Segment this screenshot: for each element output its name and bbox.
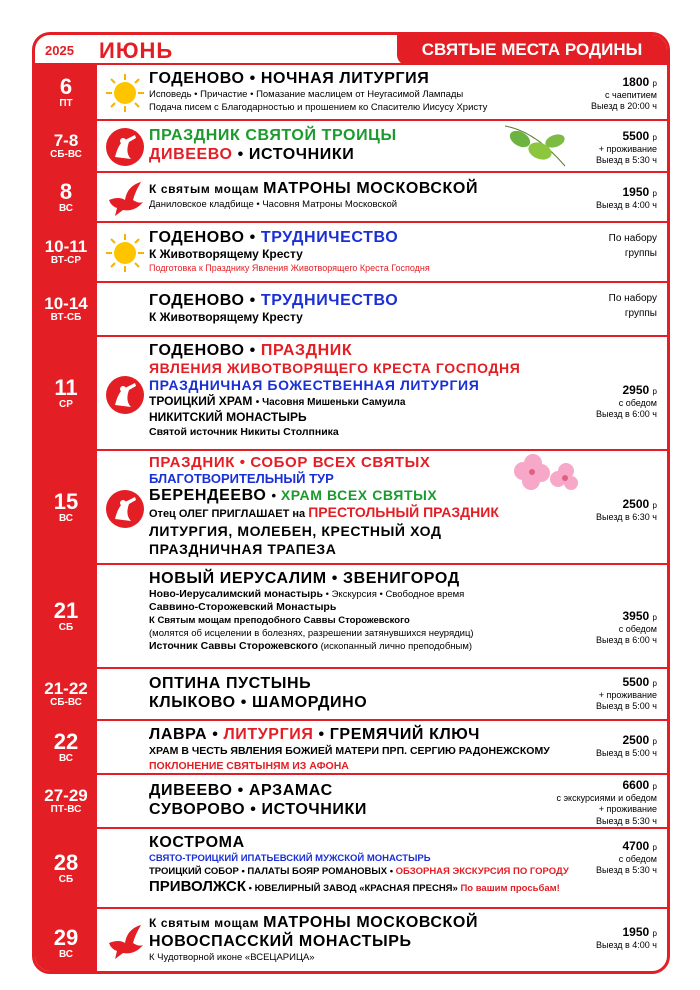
trip-row: 11 СР ГОДЕНОВО • ПРАЗДНИК ЯВЛЕНИЯ ЖИВОТВОРЯЩЕГО КРЕСТА ГОСПОДНЯ ПРАЗДНИЧНАЯ БОЖЕСТВЕННАЯ ЛИТУРГИЯ ТРОИЦКИЙ ХРАМ • Часовня Мишеньки Самуила НИКИТСКИЙ МОНАСТЫРЬ Святой источник Никиты Столпника 2950 р с обедом Выезд в 6:00 ч <box>35 337 667 451</box>
trip-subtitle: СУВОРОВО • ИСТОЧНИКИ <box>149 801 367 818</box>
date-cell: 27-29 ПТ-ВС <box>35 775 97 827</box>
price: 5500 <box>622 675 650 689</box>
trip-row <box>35 65 667 121</box>
price: 3950 <box>622 609 650 623</box>
day: 6 <box>59 73 73 99</box>
sun-icon <box>105 233 145 273</box>
price: 6600 <box>622 778 650 792</box>
date-cell: 22 ВС <box>35 721 97 773</box>
trip-title: ГОДЕНОВО • ТРУДНИЧЕСТВО <box>149 229 399 246</box>
trip-detail: Подача писем с Благодарностью и прошением ко Спасителю Иисусу Христу <box>149 102 488 113</box>
trip-row: 22 ВС ЛАВРА • ЛИТУРГИЯ • ГРЕМЯЧИЙ КЛЮЧ ХРАМ В ЧЕСТЬ ЯВЛЕНИЯ БОЖИЕЙ МАТЕРИ ПРП. СЕРГИЮ РАДОНЕЖСКОМУ ПОКЛОНЕНИЕ СВЯТЫНЯМ ИЗ АФОНА 2500 р Выезд в 5:00 ч <box>35 721 667 775</box>
angel-trumpet-icon <box>105 489 145 529</box>
date-cell: 7-8 СБ-ВС <box>35 121 97 171</box>
trip-subtitle: К Животворящему Кресту <box>149 310 303 324</box>
price-block: 4700 р с обедом Выезд в 5:30 ч <box>596 839 657 876</box>
date-cell: 10-11 ВТ-СР <box>35 223 97 281</box>
price: 5500 <box>622 129 650 143</box>
price: 2500 <box>622 497 650 511</box>
price-block: 6600 р с экскурсиями и обедом + проживание Выезд в 5:30 ч <box>556 778 657 826</box>
trip-subtitle: ДИВЕЕВО • ИСТОЧНИКИ <box>149 146 355 163</box>
date-cell: 15 ВС <box>35 451 97 563</box>
date-cell: 11 СР <box>35 337 97 449</box>
price-block: 5500 р + проживание Выезд в 5:30 ч <box>596 129 657 166</box>
trip-subtitle: К Животворящему Кресту <box>149 247 303 261</box>
price-block: 2950 р с обедом Выезд в 6:00 ч <box>596 383 657 420</box>
price-block: 1950 р Выезд в 4:00 ч <box>596 185 657 210</box>
trip-title: ГОДЕНОВО • ТРУДНИЧЕСТВО <box>149 292 399 309</box>
angel-trumpet-icon <box>105 127 145 167</box>
trip-detail: К Чудотворной иконе «ВСЕЦАРИЦА» <box>149 952 315 963</box>
angel-trumpet-icon <box>105 375 145 415</box>
trip-row <box>35 775 667 829</box>
trip-title: ГОДЕНОВО • НОЧНАЯ ЛИТУРГИЯ <box>149 70 430 87</box>
schedule-frame <box>32 32 670 974</box>
trip-note: Подготовка к Празднику Явления Животворящего Креста Господня <box>149 263 430 273</box>
date-cell: 10-14 ВТ-СБ <box>35 283 97 335</box>
trip-title: ОПТИНА ПУСТЫНЬ <box>149 675 312 692</box>
trip-row <box>35 909 667 974</box>
price-block: 2500 р Выезд в 5:00 ч <box>596 733 657 758</box>
date-cell: 21 СБ <box>35 565 97 667</box>
price: 1800 <box>622 75 650 89</box>
trip-row <box>35 669 667 721</box>
price-block: По набору группы <box>608 233 657 259</box>
trip-title: ПРАЗДНИК СВЯТОЙ ТРОИЦЫ <box>149 127 397 144</box>
price: 1950 <box>622 185 650 199</box>
price-block: 1950 р Выезд в 4:00 ч <box>596 925 657 950</box>
trip-row: 15 ВС ПРАЗДНИК • СОБОР ВСЕХ СВЯТЫХ БЛАГОТВОРИТЕЛЬНЫЙ ТУР БЕРЕНДЕЕВО • ХРАМ ВСЕХ СВЯТЫХ Отец ОЛЕГ ПРИГЛАШАЕТ на ПРЕСТОЛЬНЫЙ ПРАЗДНИК ЛИТУРГИЯ, МОЛЕБЕН, КРЕСТНЫЙ ХОД ПРАЗДНИЧНАЯ ТРАПЕЗА 2500 р Выезд в 6:30 ч <box>35 451 667 565</box>
price: 2500 <box>622 733 650 747</box>
trip-subtitle: НОВОСПАССКИЙ МОНАСТЫРЬ <box>149 933 412 950</box>
trip-detail: Исповедь • Причастие • Помазание маслицем от Неугасимой Лампады <box>149 89 464 100</box>
trip-row <box>35 173 667 223</box>
header <box>35 35 667 65</box>
date-cell: 29 ВС <box>35 909 97 974</box>
trip-title: ПРАЗДНИК • СОБОР ВСЕХ СВЯТЫХ <box>149 454 431 471</box>
trip-title: КОСТРОМА <box>149 834 245 851</box>
trip-detail: Даниловское кладбище • Часовня Матроны Московской <box>149 199 398 210</box>
price-block: 1800 р с чаепитием Выезд в 20:00 ч <box>591 75 657 112</box>
weekday: ПТ <box>59 98 73 110</box>
price: 2950 <box>622 383 650 397</box>
dove-icon <box>105 178 145 218</box>
price-block: 5500 р + проживание Выезд в 5:00 ч <box>596 675 657 712</box>
trip-row: 28 СБ КОСТРОМА СВЯТО-ТРОИЦКИЙ ИПАТЬЕВСКИЙ МУЖСКОЙ МОНАСТЫРЬ ТРОИЦКИЙ СОБОР • ПАЛАТЫ БОЯР РОМАНОВЫХ • ОБЗОРНАЯ ЭКСКУРСИЯ ПО ГОРОДУ ПРИВОЛЖСК • ЮВЕЛИРНЫЙ ЗАВОД «КРАСНАЯ ПРЕСНЯ» По вашим просьбам! 4700 р с обедом Выезд в 5:30 ч <box>35 829 667 909</box>
trip-title: ДИВЕЕВО • АРЗАМАС <box>149 782 333 799</box>
trip-title: К святым мощам МАТРОНЫ МОСКОВСКОЙ <box>149 914 479 931</box>
dove-icon <box>105 921 145 961</box>
trip-title: ЛАВРА • ЛИТУРГИЯ • ГРЕМЯЧИЙ КЛЮЧ <box>149 726 481 743</box>
price: 1950 <box>622 925 650 939</box>
title-banner: СВЯТЫЕ МЕСТА РОДИНЫ <box>397 35 667 65</box>
price-block: 2500 р Выезд в 6:30 ч <box>596 497 657 522</box>
price-block: По набору группы <box>608 293 657 319</box>
date-cell <box>35 65 97 119</box>
trip-subtitle: КЛЫКОВО • ШАМОРДИНО <box>149 694 368 711</box>
trip-row: 21 СБ НОВЫЙ ИЕРУСАЛИМ • ЗВЕНИГОРОД Ново-Иерусалимский монастырь • Экскурсия • Свободное время Саввино-Сторожевский Монастырь К Святым мощам преподобного Саввы Сторожевского (молятся об исцелении в болезнях, разрешении затянувшихся неурядиц) Источник Саввы Сторожевского (ископанный лично преподобным) 3950 р с обедом Выезд в 6:00 ч <box>35 565 667 669</box>
trip-title: НОВЫЙ ИЕРУСАЛИМ • ЗВЕНИГОРОД <box>149 570 460 587</box>
price: 4700 <box>622 839 650 853</box>
trip-row <box>35 223 667 283</box>
year: 2025 <box>45 43 74 58</box>
date-cell: 8 ВС <box>35 173 97 221</box>
trip-row <box>35 121 667 173</box>
trip-title: ГОДЕНОВО • ПРАЗДНИК <box>149 342 353 359</box>
trip-row <box>35 283 667 337</box>
date-cell: 28 СБ <box>35 829 97 907</box>
sun-icon <box>105 73 145 113</box>
date-cell: 21-22 СБ-ВС <box>35 669 97 719</box>
trip-title: К святым мощам МАТРОНЫ МОСКОВСКОЙ <box>149 180 479 197</box>
price-block: 3950 р с обедом Выезд в 6:00 ч <box>596 609 657 646</box>
month-title: ИЮНЬ <box>99 38 174 63</box>
